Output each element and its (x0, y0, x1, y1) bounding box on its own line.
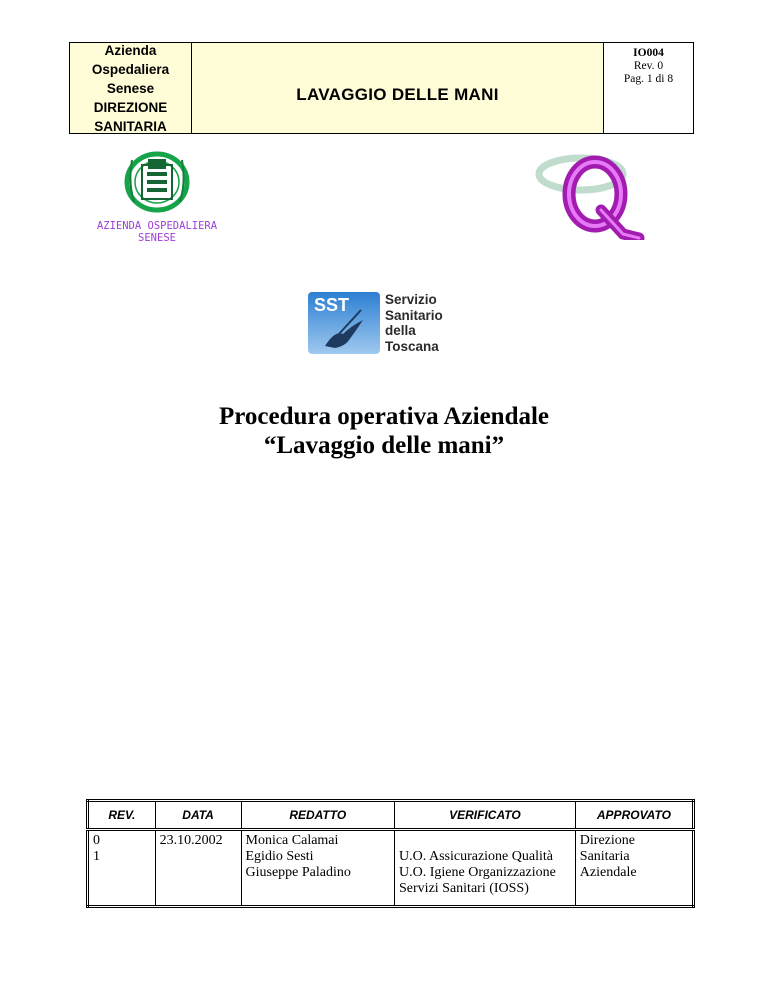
header-rev: REV. (88, 801, 156, 830)
approver-line: Sanitaria (579, 849, 630, 864)
org-line: Ospedaliera (91, 61, 170, 77)
doc-page: Pag. 1 di 8 (623, 73, 674, 85)
document-title (0, 402, 768, 460)
document-title-line-2: “Lavaggio delle mani” (263, 432, 505, 459)
hospital-logo (92, 150, 232, 250)
org-line: Senese (106, 80, 155, 96)
author-name: Egidio Sesti (245, 849, 314, 864)
document-header (69, 42, 694, 134)
date-cell: 23.10.2002 (155, 830, 241, 907)
header-verificato: VERIFICATO (395, 801, 576, 830)
header-approvato: APPROVATO (575, 801, 693, 830)
org-line: SANITARIA (94, 118, 167, 134)
sst-line: Toscana (385, 338, 439, 354)
verifier-line: Servizi Sanitari (IOSS) (399, 881, 529, 896)
header-title: LAVAGGIO DELLE MANI (192, 43, 604, 133)
q-letter: Q (535, 146, 536, 147)
verifier-line (399, 833, 571, 849)
approver-line: Aziendale (579, 865, 637, 880)
approval-table (86, 799, 695, 908)
verifier-line: U.O. Assicurazione Qualità (399, 849, 553, 864)
document-title-line-1: Procedura operativa Aziendale (218, 403, 550, 430)
sst-badge-text: SST (314, 295, 350, 315)
table-row (88, 830, 694, 907)
doc-code: IO004 (633, 47, 664, 59)
org-line: Azienda (104, 42, 157, 58)
sst-line: Sanitario (385, 307, 443, 323)
quality-q-logo (535, 146, 665, 240)
document-info (604, 43, 693, 133)
approval-table-header (88, 801, 694, 830)
redatto-cell (241, 830, 395, 907)
header-data: DATA (155, 801, 241, 830)
doc-revision: Rev. 0 (633, 60, 664, 72)
rev-value: 0 (93, 833, 100, 848)
author-name: Monica Calamai (245, 833, 339, 848)
verificato-cell (395, 830, 576, 907)
sst-line: della (385, 323, 416, 338)
header-redatto: REDATTO (241, 801, 395, 830)
verifier-line: U.O. Igiene Organizzazione (399, 865, 556, 880)
sst-name (385, 292, 443, 354)
rev-cell (88, 830, 156, 907)
org-line: DIREZIONE (93, 99, 168, 115)
sst-line: Servizio (385, 292, 437, 307)
approvato-cell (575, 830, 693, 907)
organization-block (70, 43, 192, 133)
hospital-logo-caption-2: SENESE (138, 232, 176, 244)
author-name: Giuseppe Paladino (245, 865, 351, 880)
hospital-logo-caption-1: AZIENDA OSPEDALIERA (96, 220, 218, 232)
rev-value: 1 (93, 849, 100, 864)
approver-line: Direzione (579, 833, 635, 848)
